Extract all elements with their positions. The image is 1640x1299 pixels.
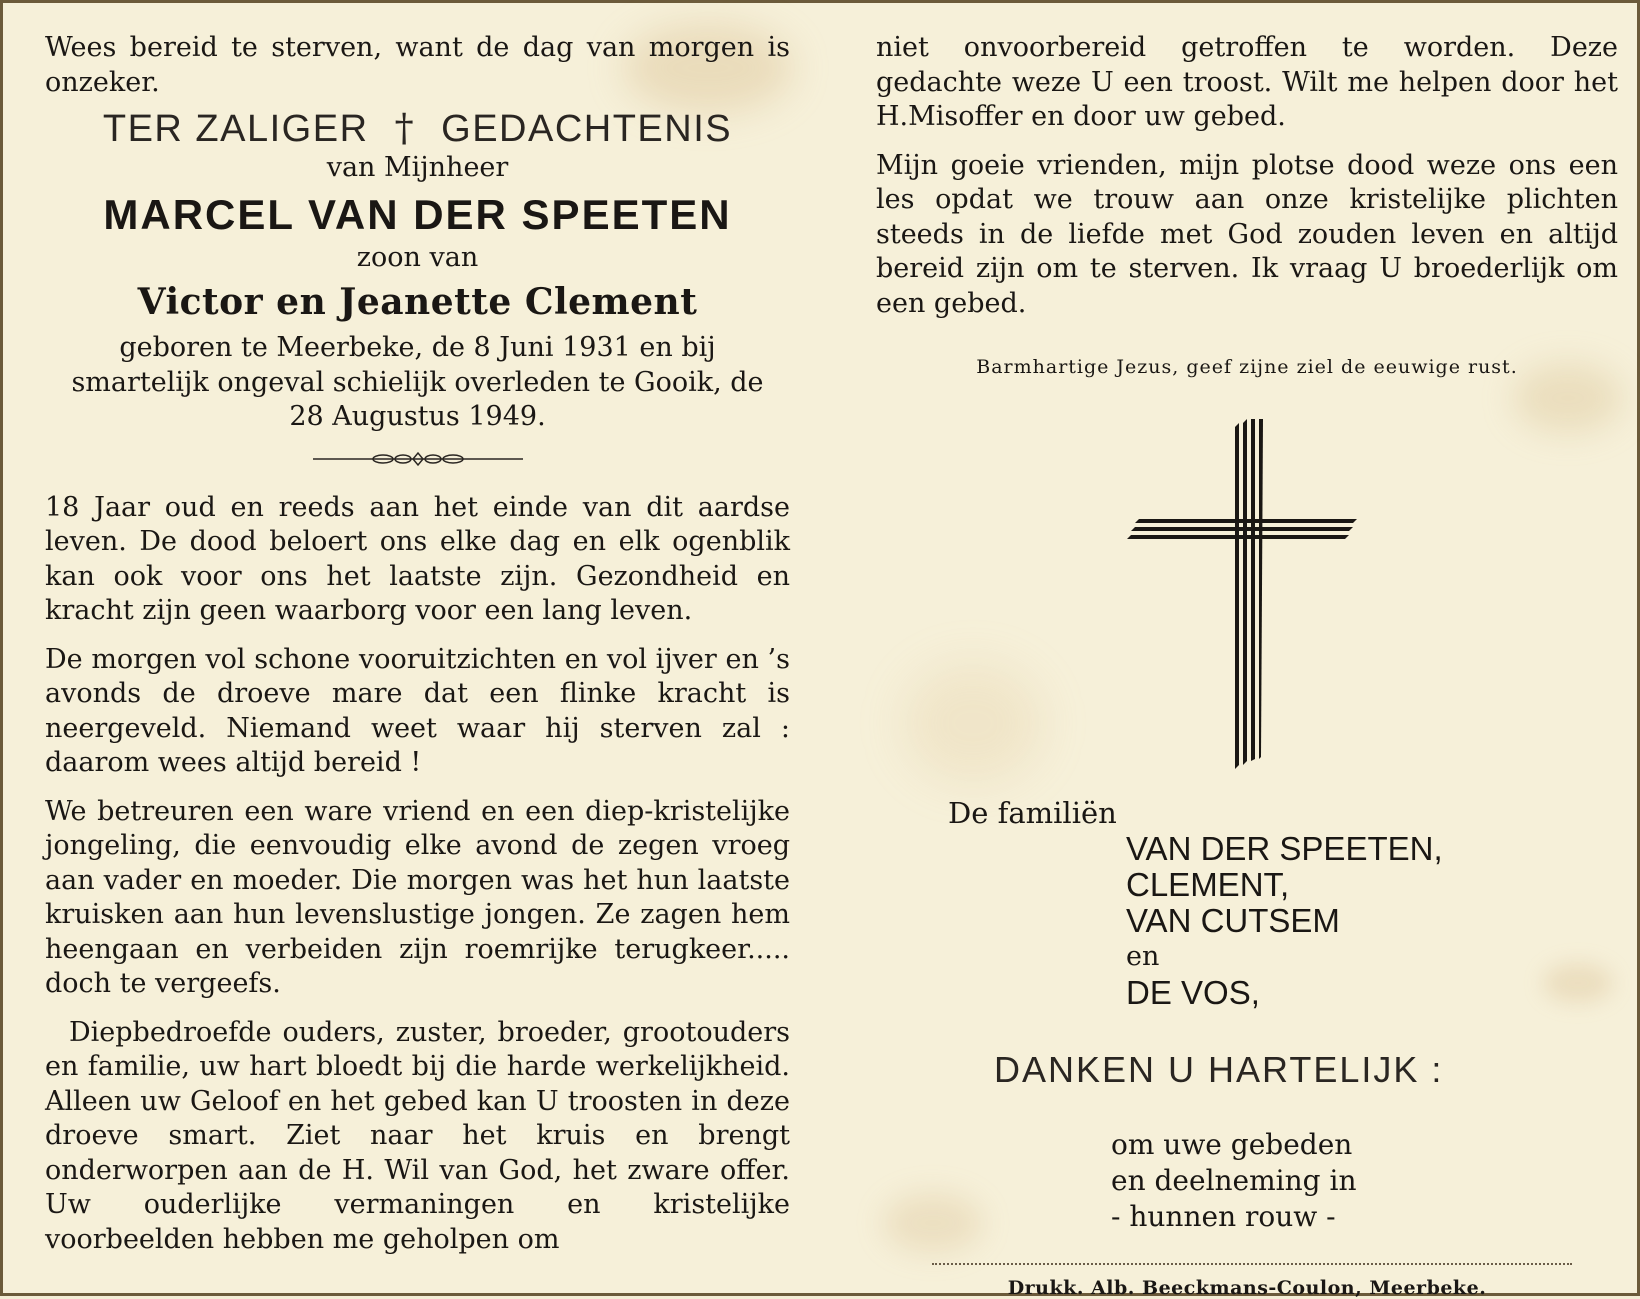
families-label: De familiën xyxy=(948,796,1117,830)
paragraph-4: Diepbedroefde ouders, zuster, broeder, grootouders en familie, uw hart bloedt bij die harde werkelijkheid. Alleen uw Geloof en het gebed kan U troosten in deze droeve smart. Ziet naar het kruis en brengt onderworpen aan de H. Wil van God, het zware offer. Uw ouderlijke vermaningen en kristelijke voorbeelden hebben me geholpen om xyxy=(45,1016,790,1255)
memoriam-right: GEDACHTENIS xyxy=(441,108,733,150)
birth-death-details: geboren te Meerbeke, de 8 Juni 1931 en bij smartelijk ongeval schielijk overleden te Gooik, de 28 Augustus 1949. xyxy=(71,332,764,432)
families-list xyxy=(1126,831,1618,1011)
son-of: zoon van xyxy=(356,242,479,273)
printer-credit: Drukk. Alb. Beeckmans-Coulon, Meerbeke. xyxy=(1007,1277,1487,1299)
right-column xyxy=(876,31,1618,1299)
thanks-line: om uwe gebeden xyxy=(1111,1128,1353,1161)
deceased-name: MARCEL VAN DER SPEETEN xyxy=(103,191,732,238)
memoriam-cross-icon: † xyxy=(394,106,416,150)
memoriam-left: TER ZALIGER xyxy=(102,108,369,150)
family-name: VAN DER SPEETEN, xyxy=(1126,830,1443,867)
families-and: en xyxy=(1126,941,1160,972)
paragraph-1: 18 Jaar oud en reeds aan het einde van dit aardse leven. De dood beloert ons elke dag en elk ogenblik kan ook voor ons het laatste zijn. Gezondheid en kracht zijn geen waarborg voor een lang leven. xyxy=(45,491,790,626)
dotted-divider xyxy=(932,1263,1572,1265)
prayer-line: Barmhartige Jezus, geef zijne ziel de eeuwige rust. xyxy=(976,356,1518,378)
paragraph-6: Mijn goeie vrienden, mijn plotse dood weze ons een les opdat we trouw aan onze kristelijke plichten steeds in de liefde met God zouden leven en altijd bereid zijn om te sterven. Ik vraag U broederlijk om een gebed. xyxy=(876,149,1618,319)
ornament-divider-icon xyxy=(313,449,523,469)
family-name: VAN CUTSEM xyxy=(1126,902,1340,939)
thanks-heading: DANKEN U HARTELIJK : xyxy=(994,1049,1444,1090)
title-prefix: van Mijnheer xyxy=(326,152,509,183)
family-name: DE VOS, xyxy=(1126,974,1260,1011)
memoriam-heading xyxy=(45,106,790,151)
cross-icon xyxy=(1127,419,1367,769)
thanks-lines xyxy=(1111,1127,1618,1235)
family-name: CLEMENT, xyxy=(1126,866,1290,903)
paragraph-3: We betreuren een ware vriend en een diep-kristelijke jongeling, die eenvoudig elke avond de zegen vroeg aan vader en moeder. Die morgen was het hun laatste kruisken aan hun levenslustige jongen. Ze zagen hem heengaan en verbeiden zijn roemrijke terugkeer..... doch te vergeefs. xyxy=(45,795,790,999)
thanks-line: en deelneming in xyxy=(1111,1164,1357,1197)
left-column xyxy=(45,31,790,1257)
parents-names: Victor en Jeanette Clement xyxy=(137,281,698,323)
paragraph-2: De morgen vol schone vooruitzichten en vol ijver en ’s avonds de droeve mare dat een flinke kracht is neergeveld. Niemand weet waar hij sterven zal : daarom wees altijd bereid ! xyxy=(45,643,790,778)
paragraph-5: niet onvoorbereid getroffen te worden. Deze gedachte weze U een troost. Wilt me helpen door het H.Misoffer en door uw gebed. xyxy=(876,32,1618,132)
intro-quote: Wees bereid te sterven, want de dag van morgen is onzeker. xyxy=(45,32,790,98)
thanks-line: - hunnen rouw - xyxy=(1111,1200,1336,1233)
